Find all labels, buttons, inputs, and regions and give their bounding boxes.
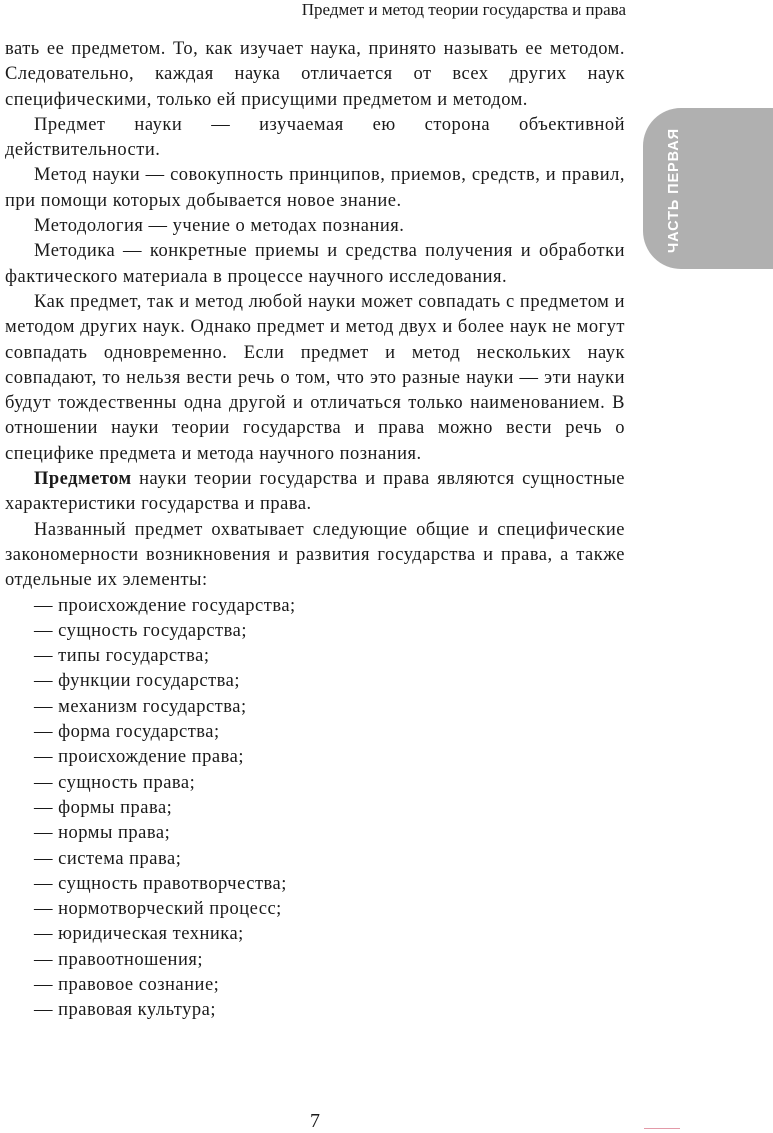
paragraph: Метод науки — совокупность принципов, приемов, средств, и правил, при помощи которых добывается новое знание. bbox=[5, 165, 625, 211]
list-item: — происхождение права; bbox=[34, 745, 625, 770]
list-item: — правовое сознание; bbox=[34, 973, 625, 998]
list-item: — сущность права; bbox=[34, 771, 625, 796]
list-item: — типы государства; bbox=[34, 644, 625, 669]
list-item: — правоотношения; bbox=[34, 948, 625, 973]
list-item: — нормотворческий процесс; bbox=[34, 897, 625, 922]
bold-term: Предметом bbox=[34, 469, 132, 490]
paragraph: Как предмет, так и метод любой науки может совпадать с предметом и методом других наук. Однако предмет и метод двух и более наук не могут совпадать одновременно. Если предмет и метод нескольких наук совпадают, то нельзя вести речь о том, что это разные науки — эти науки будут тождественны одна другой и отличаться только наименованием. В отношении науки теории государства и права можно вести речь о специфике предмета и метода научного познания. bbox=[5, 291, 625, 464]
chapter-side-tab bbox=[643, 108, 773, 269]
elements-list bbox=[5, 594, 625, 1024]
list-item: — формы права; bbox=[34, 796, 625, 821]
paragraph bbox=[5, 467, 625, 518]
list-item: — сущность правотворчества; bbox=[34, 872, 625, 897]
list-item: — функции государства; bbox=[34, 669, 625, 694]
list-item: — механизм государства; bbox=[34, 695, 625, 720]
page-edge-mark bbox=[644, 1128, 680, 1129]
paragraph: Методика — конкретные приемы и средства получения и обработки фактического материала в процессе научного исследования. bbox=[5, 241, 625, 287]
list-item: — форма государства; bbox=[34, 720, 625, 745]
running-head: Предмет и метод теории государства и права bbox=[301, 0, 626, 19]
paragraph-text: науки теории государства и права являются сущностные характеристики государства и права. bbox=[5, 469, 625, 515]
list-item: — происхождение государства; bbox=[34, 594, 625, 619]
list-item: — юридическая техника; bbox=[34, 922, 625, 947]
list-item: — правовая культура; bbox=[34, 998, 625, 1023]
list-item: — нормы права; bbox=[34, 821, 625, 846]
paragraph: Методология — учение о методах познания. bbox=[34, 216, 405, 237]
paragraph: вать ее предметом. То, как изучает наука, принято называть ее методом. Следовательно, каждая наука отличается от всех других наук специфическими, только ей присущими предметом и методом. bbox=[5, 39, 625, 110]
page-number: 7 bbox=[310, 1110, 320, 1132]
chapter-side-tab-label: ЧАСТЬ ПЕРВАЯ bbox=[666, 128, 682, 253]
paragraph: Названный предмет охватывает следующие общие и специфические закономерности возникновения и развития государства и права, а также отдельные их элементы: bbox=[5, 519, 625, 591]
body-text bbox=[5, 37, 625, 1024]
paragraph: Предмет науки — изучаемая ею сторона объективной действительности. bbox=[5, 114, 625, 161]
list-item: — система права; bbox=[34, 847, 625, 872]
list-item: — сущность государства; bbox=[34, 619, 625, 644]
